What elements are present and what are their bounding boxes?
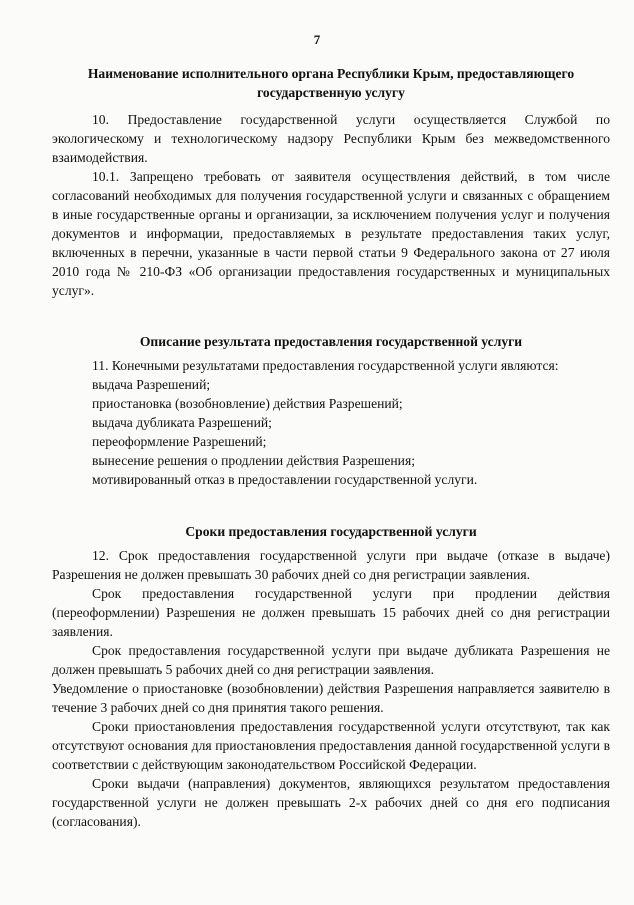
paragraph-document-issue-terms: Сроки выдачи (направления) документов, являющихся результатом предоставления государственной услуги не должен превышать 2-х рабочих дней со дня его подписания (согласования). xyxy=(52,776,610,829)
paragraph-suspension-notice: Уведомление о приостановке (возобновлении) действия Разрешения направляется заявителю в течение 3 рабочих дней со дня принятия такого решения. xyxy=(52,681,610,715)
list-item: переоформление Разрешений; xyxy=(92,434,267,449)
paragraph-10-1: 10.1. Запрещено требовать от заявителя осуществления действий, в том числе согласований необходимых для получения государственной услуги и связанных с обращением в иные государственные органы и организации, за исключением получения услуг и получения документов и информации, предоставляемых в результате предоставления таких услуг, включенных в перечни, указанные в части первой статьи 9 Федерального закона от 27 июля 2010 года № 210-ФЗ «Об организации предоставления государственных и муниципальных услуг». xyxy=(52,169,610,298)
list-item: выдача дубликата Разрешений; xyxy=(92,415,272,430)
section-heading-result-description: Описание результата предоставления государственной услуги xyxy=(139,334,523,349)
list-item: выдача Разрешений; xyxy=(92,377,211,392)
page-number: 7 xyxy=(313,32,321,47)
section-heading-executive-body: Наименование исполнительного органа Республики Крым, предоставляющего государственную услугу xyxy=(87,66,575,100)
paragraph-11: 11. Конечными результатами предоставления государственной услуги являются: xyxy=(92,358,559,373)
paragraph-term-extension: Срок предоставления государственной услуги при продлении действия (переоформлении) Разрешения не должен превышать 15 рабочих дней со дня регистрации заявления. xyxy=(52,586,610,639)
paragraph-12: 12. Срок предоставления государственной услуги при выдаче (отказе в выдаче) Разрешения не должен превышать 30 рабочих дней со дня регистрации заявления. xyxy=(52,548,610,582)
page-content xyxy=(52,64,610,831)
section-heading-service-terms: Сроки предоставления государственной услуги xyxy=(185,524,477,539)
paragraph-10: 10. Предоставление государственной услуги осуществляется Службой по экологическому и технологическому надзору Республики Крым без межведомственного взаимодействия. xyxy=(52,112,610,165)
paragraph-term-duplicate: Срок предоставления государственной услуги при выдаче дубликата Разрешения не должен превышать 5 рабочих дней со дня регистрации заявления. xyxy=(52,643,610,677)
list-item: приостановка (возобновление) действия Разрешений; xyxy=(92,396,403,411)
paragraph-suspension-terms: Сроки приостановления предоставления государственной услуги отсутствуют, так как отсутствуют основания для приостановления предоставления данной государственной услуги в соответствии с действующим законодательством Российской Федерации. xyxy=(52,719,610,772)
list-item: мотивированный отказ в предоставлении государственной услуги. xyxy=(92,472,478,487)
list-item: вынесение решения о продлении действия Разрешения; xyxy=(92,453,415,468)
